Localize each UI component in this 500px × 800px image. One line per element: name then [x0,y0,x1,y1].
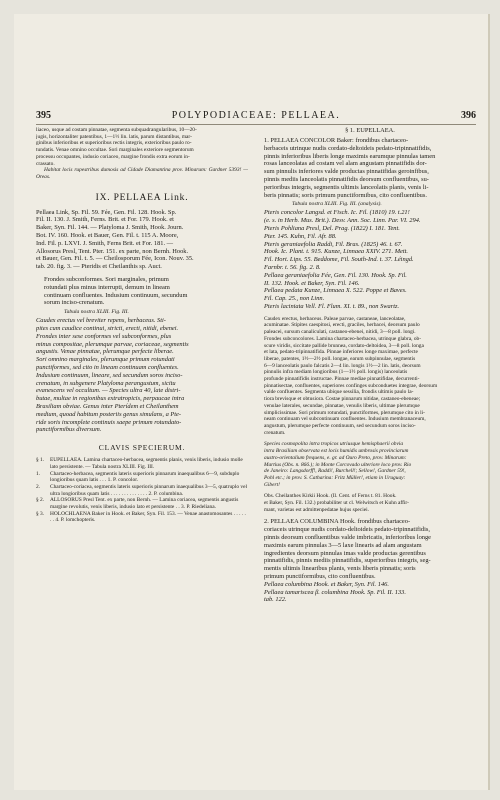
text-line: ginibus inferioribus et superioribus rectis integris, exterioribus paulo ro- [36,140,192,147]
key-entry [36,457,248,470]
running-title: POLYPODIACEAE: PELLAEA. [171,110,341,121]
genus-heading: IX. PELLAEA Link. [95,192,189,203]
section-heading: § 1. EUPELLAEA. [345,127,395,134]
text-line: tundatis. Venae omnino occultae. Sori marginales exteriore segmentorum [36,147,194,154]
text-line: sum pinnulis inferiores valde productas pinnatifidas geroinfibus, [264,168,429,176]
text-line: herbaceis utrinque nudis cordato-deltoideis pedato-tripinnatifidis, [264,144,432,152]
text-line: angustis. Venae pinnatae, plerumque perfecte liberae. [36,348,174,356]
text-line: maximis earum pinnulas 3—5 laxe linearis ad alam angustam [264,541,422,549]
text-line: tab. 20. fig. 3. — Pteridis et Cheilanthis sp. Auct. [36,263,162,271]
text-line: rotundati plus minus interrupti, demum in lineam [44,283,170,291]
header-rule [36,124,476,125]
key-text: HOLOCHLAENA Baker in Hook. et Baker, Syn. Fil. 153. — Venae anastomosantes . . . . . . . 4. P. lomchopteris. [50,510,246,524]
text-line: Obs. Cheilanthes Kirkii Hook. (Il. Cent. of Ferns t. 81. Hook. [264,493,397,500]
key-entry [36,484,248,497]
text-line: pinnatifidis, pinnis mediis pinnatifidis, superioribus integris, seg- [264,557,431,565]
text-line: pinnulis infra mediam longioribus (1—1½ poll. longis) lanceolatis [264,369,408,376]
text-line: Indusium continuum, lineare, sed secundum soros inciso- [36,371,183,379]
text-line: acuminatae. Stipites caespitosi, erecti, graciles, herbacei, deorsum paulo [264,322,420,329]
text-line: evanescens vel occultum. — Species ultra 40, late distri- [36,387,181,395]
species-1-observation [264,493,476,513]
text-line: Baker, Syn. Fil. 144. — Platyloma J. Smith, Hook. Journ. [36,224,184,232]
text-line: neam continuam vel subcontinuam confluentes. Indusium membranaceum, [264,416,426,423]
text-line: Frondes subconformes. Sori marginales, primum [44,276,169,283]
text-line: sorum inciso-crenatum. [44,299,105,307]
text-line: Species cosmopolita intra tropicos utriusque hemisphaerii obvia [264,441,404,448]
key-text: ALLOSORUS Presl Tent. ex parte, non Bernh. — Lamina coriacea, segmentis angustis margine revolutis, venis liberis, indusio lato et persistente . . 3. P. Riedeliana. [50,497,239,511]
text-line: rosas lanceolatas ad costam vel alam angustam pinnatifidis dor- [264,160,427,168]
text-line: Gibert! [264,481,280,488]
text-line: tab. 122. [264,596,287,604]
species-1-diagnosis [264,137,476,199]
text-line: Martius (Obs. n. 866.); in Monte Corcovado ulteriore loco prov. Rio [264,461,412,468]
text-line: Pteris Pohliana Presl, Del. Prag. (1822) I. 181. Tent. [264,224,400,232]
text-line: Fil. Hort. Lips. 55. Beddome, Fil. South-Ind. t. 37. Léingd. [264,256,414,264]
habitat-note: Habitat locis rupestribus dumosis ad Cidade Diamantina prov. Minarum: Gardner 5393! — Oreas. [36,167,248,180]
continuation-text [36,127,248,167]
page-number-right: 396 [461,110,476,121]
key-text: EUPELLAEA. Lamina chartaceo-herbacea, segmentis planis, venis liberis, indusio molle lato persistente. — Tabula nostra XLIII. Fig. III. [50,457,243,470]
text-line: Pellaea columbina Hook. et Baker, Syn. Fil. 146. [264,580,389,588]
text-line: Sori omnino marginales, plerumque primum rotundati [36,356,175,364]
text-line: Pellaea tamariscea β. columbina Hook. Sp. Fil. II. 133. [264,588,406,596]
text-line: Frondes subconcolores. Lamina chartaceo-herbacea, utrinque glabra, ob- [264,335,422,342]
text-line: Fil. Cap. 25., non Linn. [264,295,325,303]
text-line: et Bauer, Gen. Fil. t. 5. — Cheilosporum Fée, Icon. Nouv. 35. [36,255,194,263]
text-line: Farnbr. t. 56. fig. 2. 8. [264,263,321,271]
text-line: venulae laterales, secundae, pinnatae, venulis liberis, ultimae plerumque [264,402,420,409]
genus-plate-reference: Tabula nostra XLIII. Fig. III. [64,309,129,316]
text-line: Pellaea geraniaefolia Fée, Gen. Fil. 130. Hook. Sp. Fil. [264,271,407,279]
text-line: Pohl etc.; in prov. S. Catharina: Fritz Müller!, etiam in Uruguay: [264,474,406,481]
species-key [36,457,248,524]
key-entry [36,471,248,484]
key-text: Chartaceo-herbacea, segmentis lateris superioris pinnarum inaequalibus 6—9, subduplo longioribus quam latis . . . 1. P. concolor. [50,470,240,484]
key-number: 2. [36,483,41,490]
species-2-synonymy [264,581,476,604]
text-line: Pteris laciniata Vell. Fl. Flum. XI. t. 89., non Swartz. [264,302,400,310]
text-line: Hook. Ic. Plant. t. 915. Kunze, Linnaea XXIV. 271. Mett. [264,248,409,256]
text-line: et lata, pedato-tripinnatifida. Pinnae inferiores longe maximae, perfecte [264,349,418,356]
key-entry [36,511,248,524]
text-line: liaceo, usque ad costam pinnatae, segmenta subquadrangularibus, 10—20- [36,127,197,133]
text-line: Caudex erectus vel breviter repens, herbaceus. Sti- [36,317,166,325]
text-line: mant, varietas est admittenpedatae hujus speciei. [264,506,369,513]
text-line: mentis ultimis linearibus planis, venis liberis pinnatis; soris [264,565,416,573]
text-line: crenatum, in subgenere Platyloma perangustum, sicitu [36,379,176,387]
key-number: § 1. [36,457,45,464]
page-number-left: 395 [36,110,51,121]
text-line: processu occupantes, indusio coriaceo, margine frondis extra eorum in- [36,153,190,160]
text-line: austro-orientalium frequens, e. gr. ad Ouro Preto, prov. Minarum: [264,454,407,461]
text-line: Pteris concolor Langsd. et Fisch. Ic. Fil. (1810) 19. t.21! [264,209,410,217]
text-line: 6—9 lanceolatis paulo falcatis 2—4 lin. longis 1½—2 lin. latis, deorsum [264,362,421,369]
text-line: 2. PELLAEA COLUMBINA Hook. frondibus chartaceo- [264,518,411,526]
text-line: punctiformibus diversum. [36,426,102,434]
text-line: Brasiliam obviae. Genus inter Pterídem et Cheilanthem [36,402,179,410]
genus-description [36,317,248,434]
text-line: 1. PELLAEA CONCOLOR Baker: frondibus chartaceo- [264,137,409,144]
species-1-description [264,316,476,437]
text-line: tiora brevisque et obtusiora. Costae pinnarum nitidae, castaneo-ebeneae; [264,396,421,403]
text-line: angustum, plerumque perfecte continuum, sed secundum soros inciso- [264,422,416,429]
clavis-heading: CLAVIS SPECIERUM. [98,443,186,453]
species-2-diagnosis [264,518,476,580]
text-line: jugis, horizontaliter patentibus, 1—1½ lin. latis, parum distantibus, mar- [36,133,192,140]
text-line: continuam confluentes. Indusium continuum, secundum [44,291,188,299]
species-1-distribution [264,441,476,488]
running-header [36,110,476,124]
book-page [14,14,490,790]
text-line: Pellaea Link, Sp. Fil. 59. Fée, Gen. Fil. 128. Hook. Sp. [36,208,177,216]
text-line: perioribus integris, segmentis ultimis lanceolatis planis, venis li- [264,183,429,191]
text-line: pinnis inferioribus liberis longe maximis earumque pinnulas tamen [264,152,436,160]
key-entry [36,497,248,510]
left-column [36,127,248,767]
genus-synonymy [36,209,248,271]
text-line: Pellaea pedata Kunze, Linnaea X. 522. Poppe et Baves. [264,287,407,295]
text-line: de Janeiro: Langsdorff!, Raddi!, Burchell!; Sellow!, Gardner 59!, [264,468,406,475]
text-line: beris pinnatis; soris primum punctiformibus, cito confluentibus. [264,191,427,199]
text-line: ingredientes deorsum pinnulas imas valde productas gerentibus [264,549,426,557]
text-line: ride soris incomplete continuis saepe primum rotundato- [36,418,182,426]
genus-diagnosis [36,276,248,307]
right-column [264,127,476,767]
text-line: valde confluentes. Segmenta ubique sessilia, frondis ultimis paulo la- [264,389,414,396]
text-line: crenatum. [264,429,286,436]
text-line: scure viridis, siccitate pallide brunnea, cordato-deltoidea, 3—8 poll. longa [264,342,424,349]
text-line: coriaceis utrinque nudis cordato-deltoideis pedato-tripinnatifidis, [264,526,430,534]
key-number: § 2. [36,497,45,504]
text-line: (e. s. in Herb. Mus. Brit.). Desv. Ann. Soc. Linn. Par. VI. 294. [264,217,421,225]
text-line: liberae, patentes, 1½—2½ poll. longae, earum subpinnulae, segmentis [264,355,416,362]
text-line: Fil. II. 130. J. Smith, Ferns. Brit. et For. 179. Hook. et [36,216,174,224]
text-line: Caudex erectus, herbaceus. Paleae parvae, castaneae, lanceolatae, [264,315,406,322]
key-text: Chartaceo-coriacea, segmentis lateris superioris pinnarum inaequalibus 3—5, quatruplo vel ultra longioribus quam latis . . . . . . . . . . . . . . 2. P. columbina. [50,483,247,497]
text-line: minus compositae, plerumque parvae, coriaceae, segmentis [36,340,189,348]
text-line: Frondes inter sese conformes vel subconformes, plus [36,332,172,340]
text-line: Bot. IV. 160. Hook. et Bauer, Gen. Fil. t. 115 A. Moore, [36,232,179,240]
key-number: § 3. [36,510,45,517]
text-line: simplicissimae. Sori primum rotundati, punctiformes, plerumque cito in li- [264,409,425,416]
text-line: Ind. Fil. p. LXVI. J. Smith, Ferns Brit. et For. 181. — [36,239,174,247]
text-line: punctiformes, sed cito in lineam continuam confluentes. [36,363,179,371]
text-line: pinnis mediis lanceolatis pinnatifidis deorsum confluentibus, su- [264,175,429,183]
text-line: II. 132. Hook. et Baker, Syn. Fil. 146. [264,279,360,287]
text-line: et Baker, Syn. Fil. 132.) probabiliter ut cl. Welwitsch et Kuhn affir- [264,500,409,507]
text-line: profunde pinnatifidis instructae. Pinnae mediae pinnatifidae, decurrenti- [264,376,420,383]
text-line: butae, multae in regionibus extratropicis, perpaucae intra [36,395,185,403]
key-number: 1. [36,470,41,477]
text-line: intra Brasiliam observata est locis humidis umbrosis provinciarum [264,448,409,455]
text-line: crassato. [36,160,55,167]
text-line: pites cum caudice continui, stricti, erecti, nitidi, ebenei. [36,324,179,332]
text-line: Pter. 145. Kuhn, Fil. Afr. 88. [264,232,337,240]
text-line: pinnis deorsum confluentibus valde imbricatis, inferioribus longe [264,534,432,542]
text-line: medium, quoad habitum posteriis genus simulans, a Pte- [36,410,182,418]
text-line: pinnatisectae, confluentes, superiores confinges subconduetes integrae, deorsum [264,382,438,389]
text-line: Pteris geraniaefolia Raddi, Fil. Bras. (1825) 46. t. 67. [264,240,403,248]
species-1-plate: Tabula nostra XLIII. Fig. III. (analysis). [292,201,382,208]
text-line: primum punctiformibus, cito confluentibus. [264,573,376,580]
text-line: Allosorus Presl, Tent. Pter. 151. ex parte, non Bernh. Hook. [36,247,189,255]
text-line: paleacei, sursum canaliculati, castaneo-ebenei, nitidi, 3—8 poll. longi. [264,329,416,336]
species-1-synonymy [264,209,476,310]
